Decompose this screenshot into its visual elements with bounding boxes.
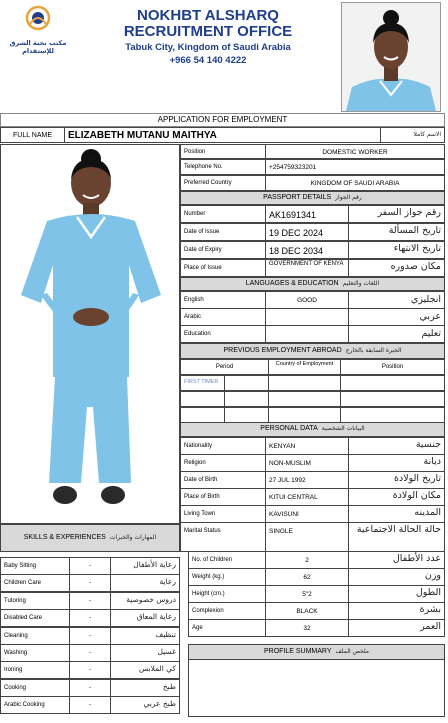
language-label-ar: انجليزي	[348, 291, 445, 309]
skill-value: -	[69, 696, 111, 714]
personal-label: Living Town	[180, 505, 266, 523]
skill-value: -	[69, 627, 111, 645]
personal-label-ar: المدينه	[348, 505, 445, 523]
skill-label: Arabic Cooking	[0, 696, 70, 714]
previous-cell-position	[340, 375, 445, 391]
personal-value: 32	[265, 619, 349, 637]
skills-header: SKILLS & EXPERIENCES المهارات والخبرات	[0, 524, 180, 552]
personal-label-ar: حالة الحالة الاجتماعية	[348, 522, 445, 552]
personal-label-ar: العمر	[348, 619, 445, 637]
top-info-label: Position	[180, 144, 266, 159]
personal-label: Marital Status	[180, 522, 266, 552]
passport-value: GOVERNMENT OF KENYA	[265, 259, 349, 277]
agency-header	[76, 8, 340, 66]
passport-label: Date of Issue	[180, 223, 266, 241]
skill-label: Ironing	[0, 661, 70, 679]
top-info-value: DOMESTIC WORKER	[265, 144, 445, 159]
personal-label: Weight (kg.)	[188, 568, 266, 586]
skill-value: -	[69, 644, 111, 662]
language-label: English	[180, 291, 266, 309]
personal-value: 27 JUL 1992	[265, 471, 349, 489]
full-name-label: FULL NAME	[0, 127, 65, 143]
skill-label-ar: تنظيف	[110, 627, 180, 645]
personal-label: No. of Children	[188, 551, 266, 569]
passport-label: Place of Issue	[180, 259, 266, 277]
personal-label: Nationality	[180, 437, 266, 455]
personal-label: Religion	[180, 454, 266, 472]
form-title: APPLICATION FOR EMPLOYMENT	[0, 113, 445, 127]
full-body-photo	[0, 144, 180, 524]
previous-col-country: Country of Employment	[268, 359, 341, 375]
personal-label-ar: وزن	[348, 568, 445, 586]
language-value	[265, 308, 349, 326]
skill-label-ar: طبخ	[110, 679, 180, 697]
personal-label: Complexion	[188, 602, 266, 620]
skill-label-ar: رعاية المعاق	[110, 609, 180, 627]
previous-cell-position	[340, 407, 445, 423]
logo-text: مكتب نخبة الشرق للإستقدام	[9, 39, 67, 55]
personal-value: NON-MUSLIM	[265, 454, 349, 472]
skill-label: Tutoring	[0, 592, 70, 610]
agency-phone: +966 54 140 4222	[169, 55, 247, 66]
full-name-label-ar: الاسم كاملا	[380, 127, 445, 143]
skill-label: Children Care	[0, 574, 70, 592]
previous-cell-country	[268, 375, 341, 391]
personal-value: 5"2	[265, 585, 349, 603]
previous-cell-period-a	[180, 407, 225, 423]
skill-label: Cleaning	[0, 627, 70, 645]
skill-value: -	[69, 592, 111, 610]
passport-label: Date of Expiry	[180, 241, 266, 259]
skill-value: -	[69, 557, 111, 575]
language-value	[265, 325, 349, 343]
skill-value: -	[69, 679, 111, 697]
personal-value: SINGLE	[265, 522, 349, 552]
profile-summary-header: PROFILE SUMMARY ملخص الملف	[188, 644, 445, 660]
skill-label: Disabled Care	[0, 609, 70, 627]
skill-label-ar: كي الملابس	[110, 661, 180, 679]
passport-header: PASSPORT DETAILS رقم الجواز	[180, 191, 445, 205]
previous-cell-period-b	[224, 375, 269, 391]
language-label: Arabic	[180, 308, 266, 326]
previous-cell-country	[268, 407, 341, 423]
personal-label-ar: ديانة	[348, 454, 445, 472]
previous-cell-position	[340, 391, 445, 407]
full-name-value: ELIZABETH MUTANU MAITHYA	[64, 127, 381, 143]
skill-label-ar: دروس خصوصية	[110, 592, 180, 610]
personal-label: Place of Birth	[180, 488, 266, 506]
agency-logo	[2, 4, 74, 55]
passport-label-ar: رقم جواز السفر	[348, 205, 445, 223]
skill-value: -	[69, 661, 111, 679]
personal-label-ar: جنسية	[348, 437, 445, 455]
logo-emblem-icon	[2, 4, 74, 34]
previous-col-period: Period	[180, 359, 269, 375]
previous-cell-period-b	[224, 391, 269, 407]
skill-label-ar: طبخ عربي	[110, 696, 180, 714]
previous-cell-period-a: FIRST TIMER	[180, 375, 225, 391]
language-label-ar: عربي	[348, 308, 445, 326]
personal-value: KAVISUNI	[265, 505, 349, 523]
skill-label: Cooking	[0, 679, 70, 697]
personal-data-header: PERSONAL DATA البيانات الشخصية	[180, 422, 445, 437]
language-value: GOOD	[265, 291, 349, 309]
personal-label-ar: بشرة	[348, 602, 445, 620]
skill-label-ar: رعاية الأطفال	[110, 557, 180, 575]
profile-summary-body	[188, 659, 445, 717]
top-info-value: +254759323201	[265, 159, 445, 175]
personal-value: KENYAN	[265, 437, 349, 455]
skill-label-ar: رعاية	[110, 574, 180, 592]
personal-value: KITUI CENTRAL	[265, 488, 349, 506]
language-label-ar: تعليم	[348, 325, 445, 343]
personal-label-ar: الطول	[348, 585, 445, 603]
personal-label: Height (cm.)	[188, 585, 266, 603]
passport-value: AK1691341	[265, 205, 349, 223]
previous-cell-country	[268, 391, 341, 407]
skill-label: Baby Sitting	[0, 557, 70, 575]
personal-label: Age	[188, 619, 266, 637]
personal-label: Date of Birth	[180, 471, 266, 489]
headshot-photo	[341, 2, 441, 112]
top-info-value: KINGDOM OF SAUDI ARABIA	[265, 175, 445, 191]
skill-value: -	[69, 574, 111, 592]
previous-cell-period-a	[180, 391, 225, 407]
personal-label-ar: مكان الولادة	[348, 488, 445, 506]
previous-cell-period-b	[224, 407, 269, 423]
skill-label-ar: غسيل	[110, 644, 180, 662]
previous-employment-header: PREVIOUS EMPLOYMENT ABROAD الخبرة السابقة بالخارج	[180, 343, 445, 359]
passport-label: Number	[180, 205, 266, 223]
personal-value: 2	[265, 551, 349, 569]
passport-label-ar: تاريخ الانتهاء	[348, 241, 445, 259]
personal-value: 62	[265, 568, 349, 586]
personal-label-ar: عدد الأطفال	[348, 551, 445, 569]
agency-address: Tabuk City, Kingdom of Saudi Arabia	[125, 42, 291, 53]
personal-label-ar: تاريخ الولادة	[348, 471, 445, 489]
agency-name-line2: RECRUITMENT OFFICE	[123, 23, 293, 40]
personal-value: BLACK	[265, 602, 349, 620]
passport-value: 19 DEC 2024	[265, 223, 349, 241]
passport-label-ar: مكان صدوره	[348, 259, 445, 277]
language-label: Education	[180, 325, 266, 343]
languages-header: LANGUAGES & EDUCATION اللغات والتعليم	[180, 277, 445, 291]
agency-name-line1: NOKHBT ALSHARQ	[137, 7, 279, 24]
passport-label-ar: تاريخ المسألة	[348, 223, 445, 241]
top-info-label: Telephone No.	[180, 159, 266, 175]
top-info-label: Preferred Country	[180, 175, 266, 191]
passport-value: 18 DEC 2034	[265, 241, 349, 259]
skill-value: -	[69, 609, 111, 627]
previous-col-position: Position	[340, 359, 445, 375]
skill-label: Washing	[0, 644, 70, 662]
